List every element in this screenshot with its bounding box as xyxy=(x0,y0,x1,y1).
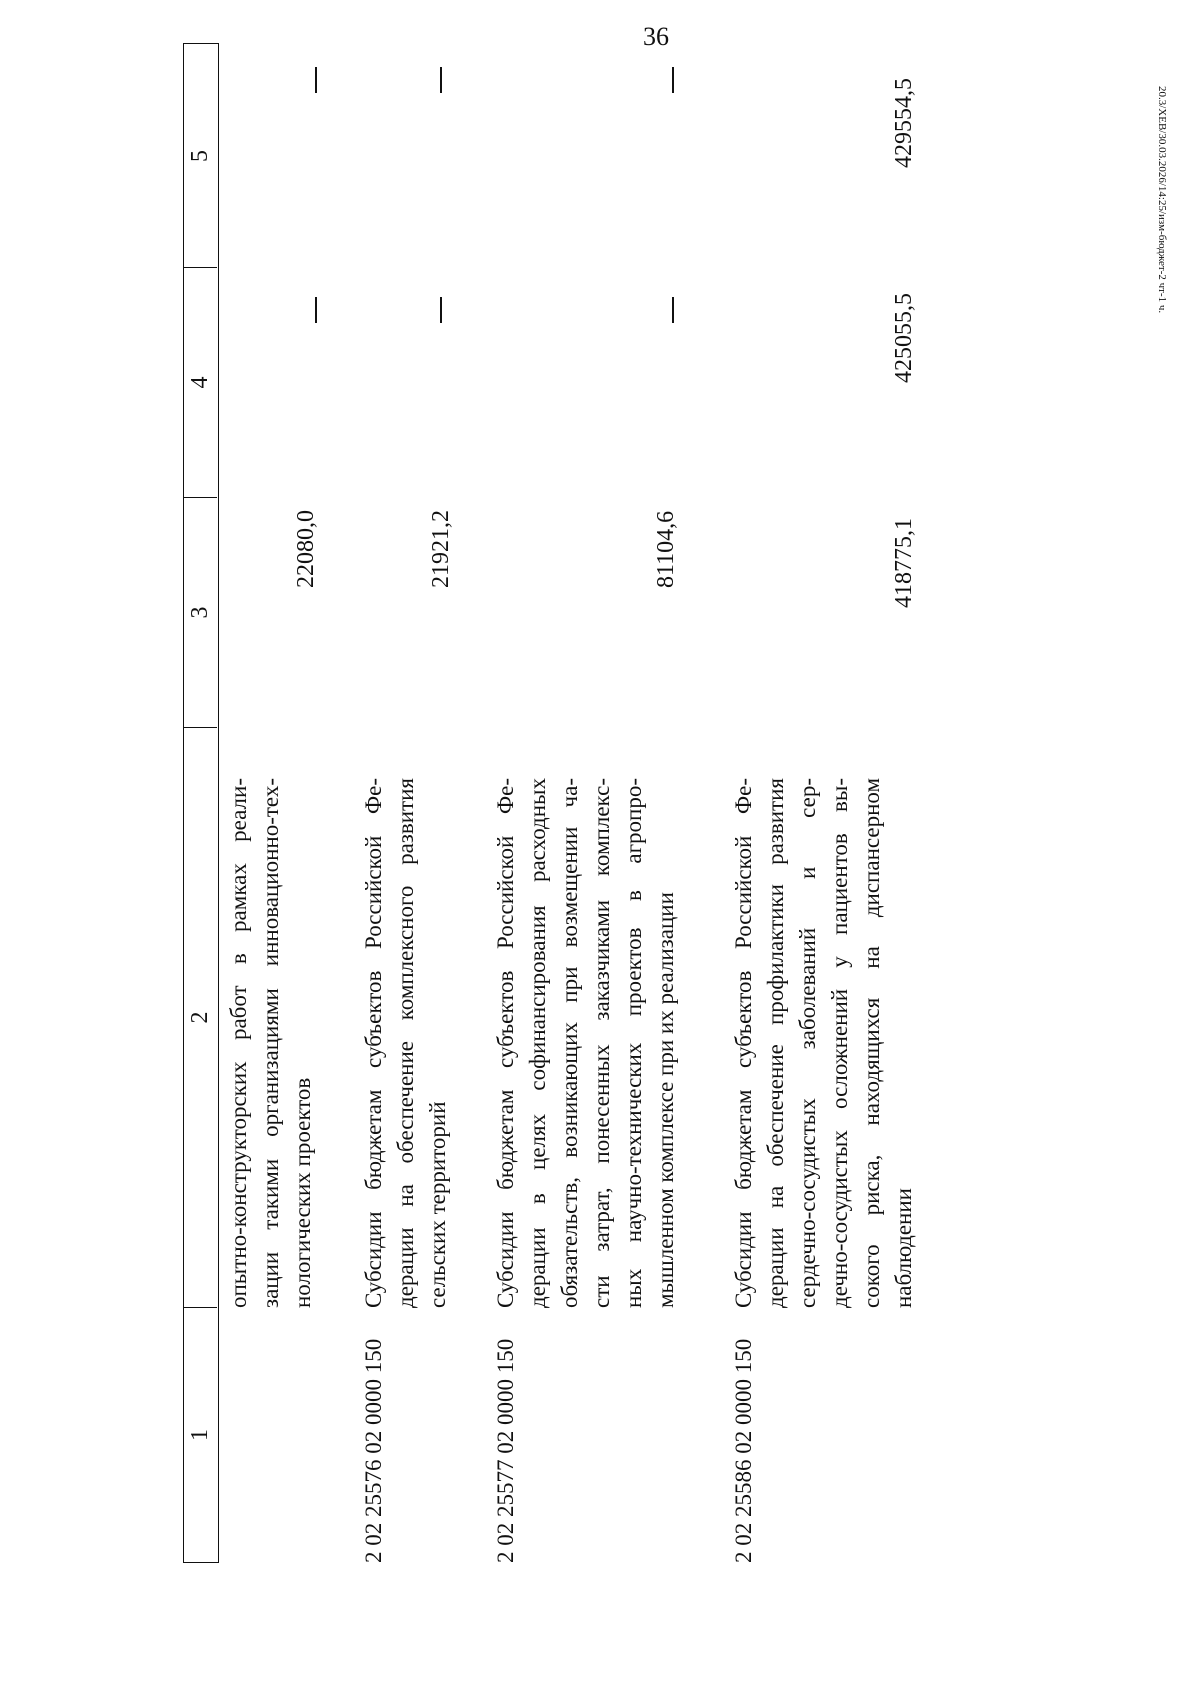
name-line: мышленном комплексе при их реализации xyxy=(653,892,678,1308)
name-line: сти затрат, понесенных заказчиками комплекс- xyxy=(589,778,614,1308)
row-value-col4-dash xyxy=(440,297,442,323)
row-name xyxy=(223,778,319,1308)
table-header xyxy=(183,43,219,1563)
name-line: дерации на обеспечение комплексного развития xyxy=(393,778,418,1308)
name-line: Субсидии бюджетам субъектов Российской Фе- xyxy=(731,778,756,1308)
header-col-2: 2 xyxy=(184,727,217,1307)
budget-table xyxy=(183,43,1193,1563)
header-col-4: 4 xyxy=(184,267,217,497)
name-line: обязательств, возникающих при возмещении ча- xyxy=(557,778,582,1308)
header-col-5: 5 xyxy=(187,150,213,162)
row-value-col5-dash xyxy=(440,67,442,93)
row-value-col5-dash xyxy=(315,67,317,93)
row-value-col4: 425055,5 xyxy=(891,293,917,383)
name-line: сокого риска, находящихся на диспансерном xyxy=(859,778,884,1308)
row-value-col3: 22080,0 xyxy=(293,510,319,588)
row-name xyxy=(358,778,454,1308)
row-name xyxy=(490,778,682,1308)
header-col-3: 3 xyxy=(184,497,217,727)
name-line: нологических проектов xyxy=(290,1077,315,1308)
page-number: 36 xyxy=(643,22,669,51)
name-line: Субсидии бюджетам субъектов Российской Фе- xyxy=(361,778,386,1308)
row-code: 2 02 25586 02 0000 150 xyxy=(731,1338,756,1563)
row-code: 2 02 25576 02 0000 150 xyxy=(361,1338,386,1563)
name-line: сердечно-сосудистых заболеваний и сер- xyxy=(795,778,820,1308)
name-line: зации такими организациями инновационно-тех- xyxy=(258,778,283,1308)
row-value-col5-dash xyxy=(672,67,674,93)
row-value-col3: 418775,1 xyxy=(891,518,917,608)
name-line: дечно-сосудистых осложнений у пациентов вы- xyxy=(827,778,852,1308)
row-value-col5: 429554,5 xyxy=(891,78,917,168)
name-line: Субсидии бюджетам субъектов Российской Фе- xyxy=(493,778,518,1308)
row-value-col4-dash xyxy=(672,297,674,323)
row-code: 2 02 25577 02 0000 150 xyxy=(493,1338,518,1563)
name-line: наблюдении xyxy=(891,1188,916,1308)
name-line: ных научно-технических проектов в агропро- xyxy=(621,778,646,1308)
document-footer-code: 20.3/ХЕВ/30.03.2026/14:25/изм-бюджет-2 чт-1 ч. xyxy=(1156,86,1168,314)
name-line: сельских территорий xyxy=(425,1101,450,1308)
header-col-1: 1 xyxy=(184,1307,217,1562)
name-line: дерации на обеспечение профилактики развития xyxy=(763,778,788,1308)
row-value-col3: 81104,6 xyxy=(653,510,679,588)
row-name xyxy=(728,778,920,1308)
row-value-col4-dash xyxy=(315,297,317,323)
row-value-col3: 21921,2 xyxy=(428,510,454,588)
name-line: опытно-конструкторских работ в рамках реали- xyxy=(226,778,251,1308)
name-line: дерации в целях софинансирования расходных xyxy=(525,778,550,1308)
